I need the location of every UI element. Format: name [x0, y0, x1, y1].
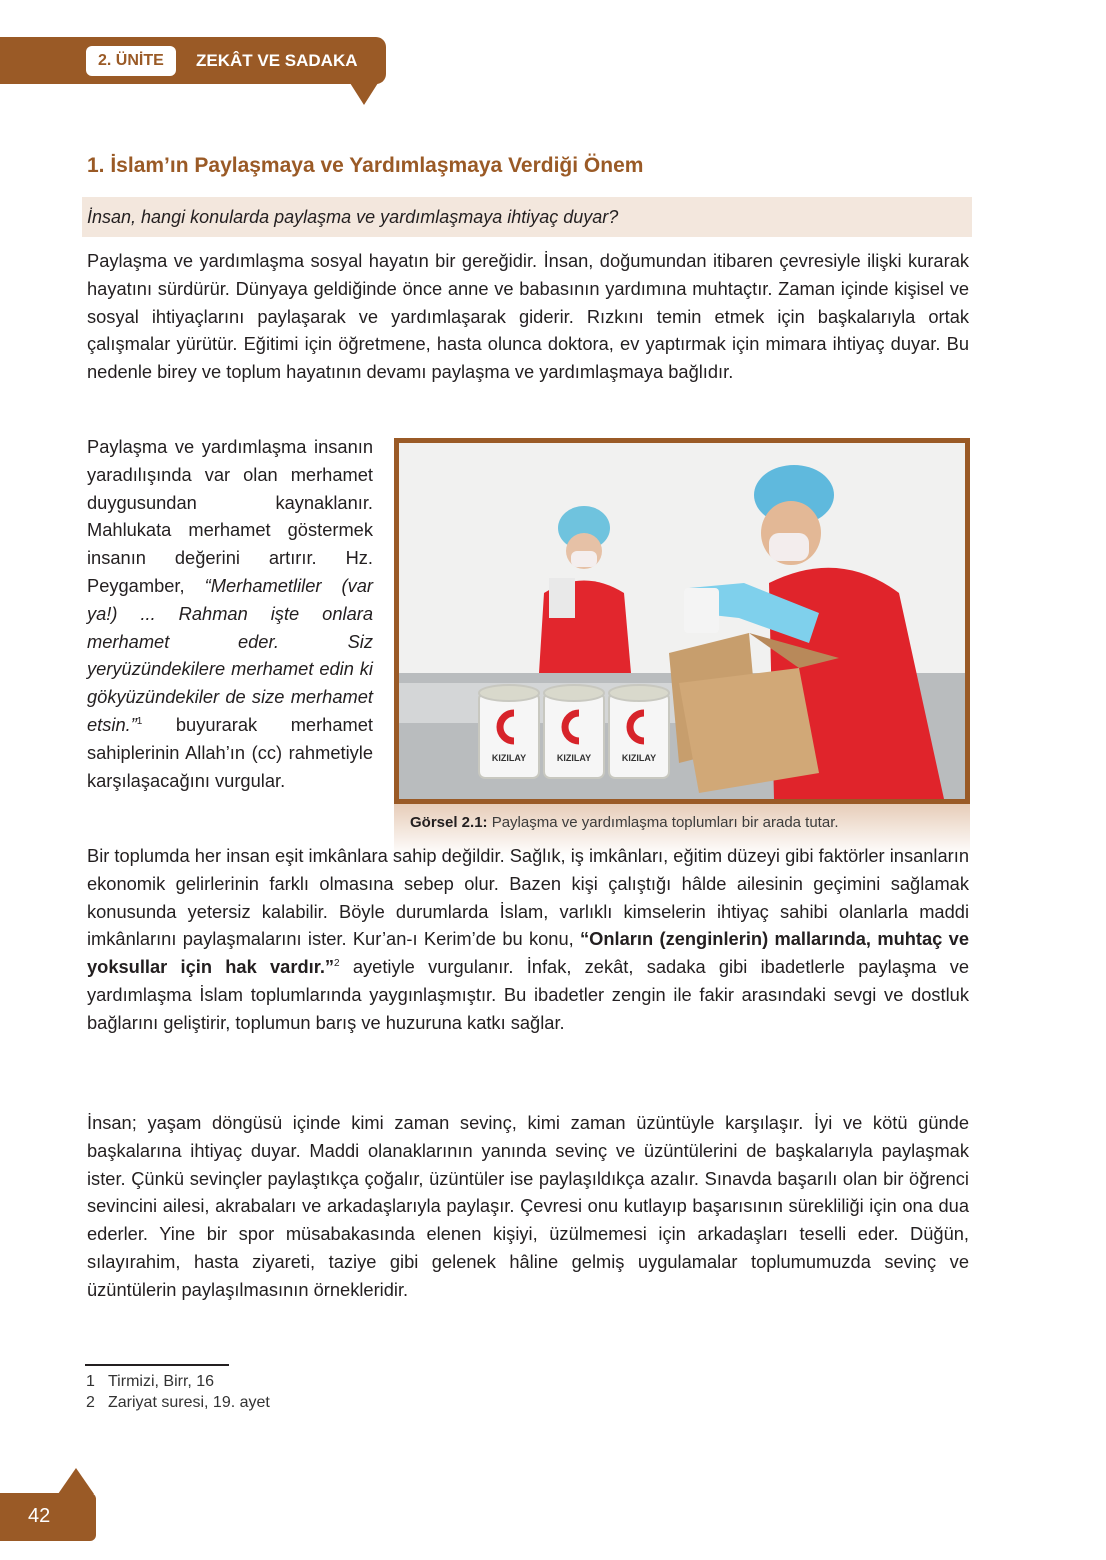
footnote-ref-2[interactable]: 2 — [334, 958, 340, 970]
svg-text:KIZILAY: KIZILAY — [621, 753, 657, 763]
hadith-quote: “Merhametliler (var ya!) ... Rahman işte onlara merhamet eder. Siz yeryüzündekilere merhamet edin ki gökyüzündekiler de size merhamet etsin.” — [87, 574, 373, 735]
svg-text:KIZILAY: KIZILAY — [491, 753, 527, 763]
cans-row — [479, 685, 669, 778]
unit-badge: 2. ÜNİTE — [86, 46, 176, 76]
footnote-1: 1 Tirmizi, Birr, 16 — [86, 1373, 215, 1390]
paragraph-2-start: Paylaşma ve yardımlaşma insanın yaradılışında var olan merhamet duygusundan kaynaklanır. Mahlukata merhamet göstermek insanın değerini artırır. Hz. Peygamber, — [87, 436, 373, 596]
paragraph-3 — [87, 842, 969, 1037]
paragraph-1: Paylaşma ve yardımlaşma sosyal hayatın bir gereğidir. İnsan, doğumundan itibaren çevresiyle ilişki kurarak hayatını sürdürür. Dünyaya geldiğinde önce anne ve babasının yardımına muhtaçtır. Zaman içinde kişisel ve sosyal ihtiyaçlarını paylaşarak ve yardımlaşarak giderir. Rızkını temin etmek için başkalarıyla ortak çalışmalar yürütür. Eğitimi için öğretmene, hasta olunca doktora, ev yaptırmak için mimara ihtiyaç duyar. Bu nedenle birey ve toplum hayatının devamı paylaşma ve yardımlaşmaya bağlıdır. — [87, 250, 969, 383]
paragraph-4: İnsan; yaşam döngüsü içinde kimi zaman sevinç, kimi zaman üzüntüyle karşılaşır. İyi ve kötü günde başkalarına ihtiyaç duyar. Maddi olanaklarının yanında sevinç ve üzüntülerini de başkalarıyla paylaşmak ister. Çünkü sevinçler paylaştıkça çoğalır, üzüntüler ise paylaşıldıkça azalır. Sınavda başarılı olan bir öğrenci sevincini ailesi, akrabaları ve arkadaşlarıyla paylaşır. Çevresi onu kutlayıp başarısının sürekliliği için ona dua ederler. Yine bir spor müsabakasında elenen kişiyi, üzülmemesi için arkadaşları teselli eder. Düğün, sılayırahim, hasta ziyareti, taziye gibi gelenek hâline gelmiş uygulamalar toplumumuzda sevinç ve üzüntülerin paylaşılmasının örnekleridir. — [87, 1112, 969, 1300]
kizilay-packing-photo — [399, 443, 965, 799]
unit-title: ZEKÂT VE SADAKA — [196, 51, 358, 70]
figure-photo — [394, 438, 970, 804]
scanner-device — [549, 578, 575, 618]
footnote-divider — [85, 1364, 229, 1366]
paragraph-2 — [87, 433, 373, 794]
figure-caption — [410, 814, 839, 831]
guiding-question: İnsan, hangi konularda paylaşma ve yardımlaşmaya ihtiyaç duyar? — [82, 197, 972, 237]
footnote-ref-1[interactable]: 1 — [136, 715, 143, 727]
unit-header-tail — [350, 83, 378, 105]
page-number: 42 — [28, 1505, 51, 1527]
section-title: 1. İslam’ın Paylaşmaya ve Yardımlaşmaya Verdiği Önem — [87, 154, 644, 177]
footnote-2: 2 Zariyat suresi, 19. ayet — [86, 1394, 270, 1411]
paragraph-3-start: Bir toplumda her insan eşit imkânlara sahip değildir. Sağlık, iş imkânları, eğitim düzeyi gibi faktörler insanların ekonomik gelirlerinin farklı olmasına sebep olur. Bazen kişi çalıştığı hâlde ailesinin geçimini sağlamak konusunda yetersiz kalabilir. Böyle durumlarda İslam, varlıklı kimselerin ihtiyaç sahibi olanlarla maddi imkânlarını paylaşmalarını ister. Kur’an-ı Kerim’de bu konu, — [87, 845, 969, 950]
page-tab-tip — [58, 1468, 94, 1494]
figure-caption-text: Paylaşma ve yardımlaşma toplumları bir arada tutar. — [487, 814, 839, 831]
paragraph-2-end: buyurarak merhamet sahiplerinin Allah’ın (cc) rahmetiyle karşılaşacağını vurgular. — [87, 713, 373, 791]
svg-text:KIZILAY: KIZILAY — [556, 753, 592, 763]
footnotes — [86, 1371, 270, 1413]
paragraph-3-end: ayetiyle vurgulanır. İnfak, zekât, sadaka gibi ibadetlerle paylaşma ve yardımlaşma İslam toplumlarında yaygınlaşmıştır. Bu ibadetler zengin ile fakir arasındaki sevgi ve dostluk bağlarını geliştirir, toplumun barış ve huzuruna katkı sağlar. — [87, 956, 969, 1033]
figure-label: Görsel 2.1: — [410, 814, 488, 831]
ayah-quote: “Onların (zenginlerin) mallarında, muhtaç ve yoksullar için hak vardır.” — [87, 928, 969, 978]
